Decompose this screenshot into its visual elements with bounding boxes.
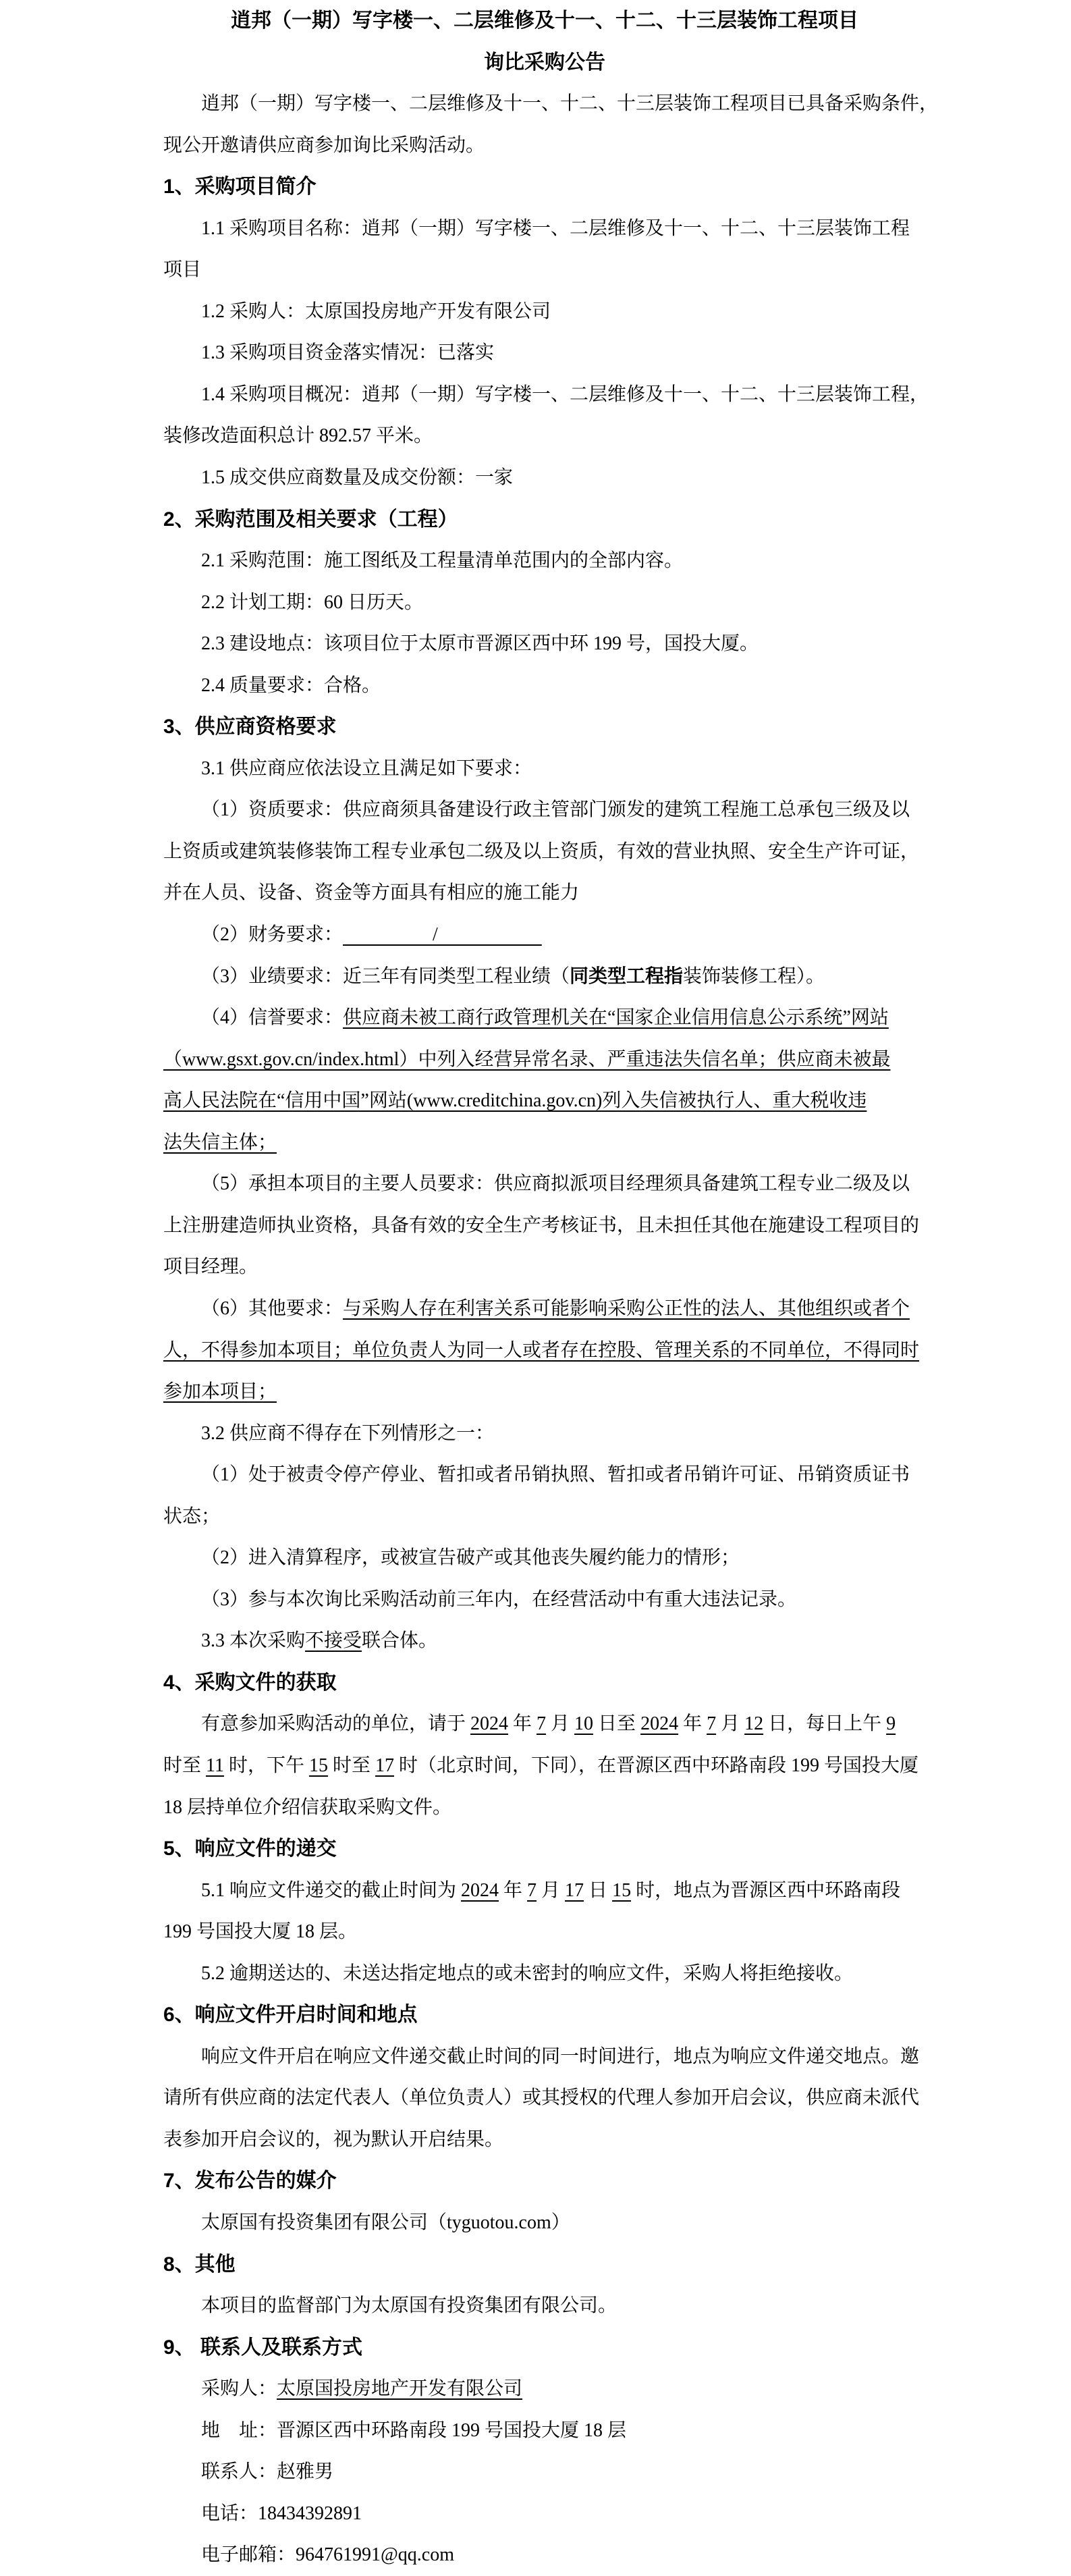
- doc-text-seg: 199 号国投大厦 18 层。: [163, 1921, 358, 1943]
- doc-text-line: [163, 1039, 926, 1081]
- doc-text-line: [163, 789, 926, 831]
- doc-heading-line: [163, 1828, 926, 1870]
- doc-text-line: [163, 623, 926, 665]
- doc-text-seg: （2）财务要求：: [201, 924, 344, 946]
- doc-text-seg: 联合体。: [362, 1630, 438, 1652]
- doc-text-seg: （5）承担本项目的主要人员要求：供应商拟派项目经理须具备建筑工程专业二级及以: [201, 1173, 910, 1195]
- doc-text-seg: 供应商未被工商行政管理机关在“国家企业信用信息公示系统”网站: [343, 1007, 889, 1029]
- doc-text-seg: 月: [546, 1713, 575, 1735]
- doc-text-seg: 11: [206, 1754, 224, 1776]
- doc-text-seg: 年: [678, 1713, 707, 1735]
- doc-text-line: [163, 2285, 926, 2327]
- doc-title-line: [163, 42, 926, 84]
- doc-text-line: [163, 1870, 926, 1912]
- doc-text-line: [163, 1579, 926, 1621]
- doc-text-seg: 1.2 采购人：太原国投房地产开发有限公司: [201, 300, 551, 322]
- doc-text-seg: 15: [612, 1879, 632, 1901]
- doc-text-line: [163, 1620, 926, 1662]
- doc-text-seg: 9: [886, 1713, 896, 1735]
- doc-text-line: [163, 1703, 926, 1745]
- doc-text-seg: 5、响应文件的递交: [163, 1837, 337, 1860]
- doc-text-seg: 本项目的监督部门为太原国有投资集团有限公司。: [201, 2295, 617, 2317]
- doc-text-line: [163, 2119, 926, 2161]
- doc-text-line: [163, 582, 926, 624]
- doc-text-line: [163, 1413, 926, 1455]
- doc-text-seg: 2024: [640, 1713, 679, 1735]
- doc-text-seg: 不接受: [305, 1630, 362, 1652]
- doc-text-line: [163, 872, 926, 914]
- doc-text-seg: 3.1 供应商应依法设立且满足如下要求：: [201, 757, 532, 779]
- doc-text-seg: 逍邦（一期）写字楼一、二层维修及十一、十二、十三层装饰工程项目已具备采购条件，: [201, 93, 939, 115]
- doc-text-seg: 参加本项目；: [163, 1381, 277, 1403]
- doc-text-seg: 同类型工程指: [570, 965, 684, 987]
- doc-text-line: [163, 1080, 926, 1122]
- doc-text-seg: 高人民法院在“信用中国”网站(www.creditchina.gov.cn)列入失信被执行人、重大税收违: [163, 1090, 867, 1112]
- doc-text-line: [163, 665, 926, 707]
- doc-text-line: [163, 2493, 926, 2535]
- doc-text-line: [163, 2451, 926, 2493]
- doc-text-seg: 电话：18434392891: [201, 2502, 362, 2524]
- doc-text-seg: 5.2 逾期送达的、未送达指定地点的或未密封的响应文件，采购人将拒绝接收。: [201, 1962, 854, 1984]
- doc-text-seg: （2）进入清算程序，或被宣告破产或其他丧失履约能力的情形；: [201, 1547, 740, 1569]
- doc-text-seg: 响应文件开启在响应文件递交截止时间的同一时间进行，地点为响应文件递交地点。邀: [201, 2045, 920, 2067]
- doc-text-seg: 12: [744, 1713, 764, 1735]
- doc-heading-line: [163, 499, 926, 541]
- doc-text-seg: 状态；: [163, 1505, 221, 1527]
- doc-text-seg: 15: [309, 1754, 328, 1776]
- doc-text-line: [163, 997, 926, 1039]
- doc-text-seg: 2.2 计划工期：60 日历天。: [201, 591, 424, 613]
- doc-text-seg: 17: [375, 1754, 395, 1776]
- doc-text-seg: 时至: [163, 1754, 207, 1776]
- doc-text-seg: （3）参与本次询比采购活动前三年内，在经营活动中有重大违法记录。: [201, 1588, 797, 1610]
- doc-text-seg: 月: [716, 1713, 745, 1735]
- doc-text-seg: 1.1 采购项目名称：逍邦（一期）写字楼一、二层维修及十一、十二、十三层装饰工程: [201, 217, 910, 239]
- doc-text-seg: 6、响应文件开启时间和地点: [163, 2004, 418, 2027]
- doc-text-seg: 2.4 质量要求：合格。: [201, 674, 381, 696]
- doc-text-line: [163, 1454, 926, 1496]
- doc-text-seg: 采购人：: [201, 2378, 277, 2400]
- doc-text-line: [163, 2368, 926, 2410]
- doc-text-seg: 年: [508, 1713, 537, 1735]
- doc-heading-line: [163, 2327, 926, 2369]
- doc-text-line: [163, 2534, 926, 2576]
- doc-title-line: [163, 0, 926, 42]
- doc-text-seg: 4、采购文件的获取: [163, 1671, 337, 1694]
- doc-heading-line: [163, 706, 926, 748]
- doc-text-seg: 联系人：赵雅男: [201, 2461, 334, 2483]
- doc-text-line: [163, 2202, 926, 2244]
- doc-text-seg: 与采购人存在利害关系可能影响采购公正性的法人、其他组织或者个: [343, 1297, 910, 1319]
- doc-text-line: [163, 1537, 926, 1579]
- doc-text-line: [163, 83, 939, 125]
- doc-text-seg: 1.5 成交供应商数量及成交份额：一家: [201, 467, 514, 489]
- doc-text-line: [163, 1288, 926, 1330]
- doc-text-seg: 时（北京时间，下同），在晋源区西中环路南段 199 号国投大厦: [394, 1754, 919, 1776]
- doc-text-line: [163, 1496, 926, 1538]
- doc-text-seg: 2.1 采购范围：施工图纸及工程量清单范围内的全部内容。: [201, 550, 684, 572]
- doc-text-seg: 3、供应商资格要求: [163, 716, 337, 739]
- doc-text-seg: 3.2 供应商不得存在下列情形之一：: [201, 1422, 495, 1444]
- doc-text-line: [163, 2036, 926, 2078]
- doc-text-seg: 并在人员、设备、资金等方面具有相应的施工能力: [163, 882, 580, 904]
- doc-text-seg: （3）业绩要求：近三年有同类型工程业绩（: [201, 965, 570, 987]
- doc-text-seg: 日: [584, 1879, 613, 1901]
- doc-text-line: [163, 1371, 926, 1413]
- doc-text-seg: 日至: [593, 1713, 641, 1735]
- doc-text-seg: 法失信主体；: [163, 1131, 277, 1153]
- doc-text-seg: 2024: [470, 1713, 509, 1735]
- doc-text-line: [163, 914, 926, 956]
- doc-text-seg: 项目: [163, 259, 202, 281]
- doc-text-seg: （6）其他要求：: [201, 1297, 344, 1319]
- doc-text-seg: 太原国有投资集团有限公司（tyguotou.com）: [201, 2211, 570, 2233]
- doc-text-line: [163, 249, 926, 291]
- doc-text-seg: 17: [565, 1879, 584, 1901]
- doc-text-seg: 项目经理。: [163, 1256, 258, 1278]
- doc-text-line: [163, 748, 926, 790]
- doc-text-seg: 现公开邀请供应商参加询比采购活动。: [163, 134, 485, 156]
- doc-text-seg: 太原国投房地产开发有限公司: [277, 2378, 523, 2400]
- doc-text-line: [163, 540, 926, 582]
- doc-text-line: [163, 1953, 926, 1995]
- doc-text-seg: 逍邦（一期）写字楼一、二层维修及十一、十二、十三层装饰工程项目: [231, 9, 858, 32]
- doc-text-seg: 2、采购范围及相关要求（工程）: [163, 508, 458, 531]
- doc-text-seg: 10: [574, 1713, 594, 1735]
- doc-heading-line: [163, 1662, 926, 1704]
- doc-text-line: [163, 1163, 926, 1205]
- doc-text-seg: （1）处于被责令停产停业、暂扣或者吊销执照、暂扣或者吊销许可证、吊销资质证书: [201, 1464, 910, 1486]
- doc-text-seg: 日，每日上午: [763, 1713, 887, 1735]
- doc-text-line: [163, 415, 926, 457]
- doc-text-seg: 2.3 建设地点：该项目位于太原市晋源区西中环 199 号，国投大厦。: [201, 633, 759, 655]
- doc-text-seg: 装修改造面积总计 892.57 平米。: [163, 425, 433, 447]
- doc-text-line: [163, 125, 926, 167]
- doc-text-seg: 7、发布公告的媒介: [163, 2170, 337, 2193]
- doc-text-seg: （www.gsxt.gov.cn/index.html）中列入经营异常名录、严重违法失信名单；供应商未被最: [163, 1048, 891, 1070]
- doc-text-seg: 2024: [461, 1879, 499, 1901]
- doc-text-seg: 时，下午: [223, 1754, 309, 1776]
- doc-text-seg: 3.3 本次采购: [201, 1630, 306, 1652]
- doc-text-seg: 询比采购公告: [484, 51, 605, 74]
- doc-text-seg: 装饰装修工程）。: [683, 965, 825, 987]
- doc-text-line: [163, 1745, 926, 1787]
- doc-text-seg: 上注册建造师执业资格，具备有效的安全生产考核证书，且未担任其他在施建设工程项目的: [163, 1214, 920, 1236]
- doc-text-seg: 1、采购项目简介: [163, 176, 317, 198]
- doc-text-seg: 1.4 采购项目概况：逍邦（一期）写字楼一、二层维修及十一、十二、十三层装饰工程，: [201, 383, 929, 405]
- doc-text-seg: （1）资质要求：供应商须具备建设行政主管部门颁发的建筑工程施工总承包三级及以: [201, 799, 910, 821]
- doc-heading-line: [163, 1994, 926, 2036]
- doc-text-line: [163, 1122, 926, 1164]
- doc-text-seg: 18 层持单位介绍信获取采购文件。: [163, 1796, 452, 1818]
- doc-text-seg: 人，不得参加本项目；单位负责人为同一人或者存在控股、管理关系的不同单位，不得同时: [163, 1339, 920, 1361]
- doc-text-line: [163, 831, 926, 873]
- doc-text-seg: 9、 联系人及联系方式: [163, 2336, 363, 2359]
- doc-heading-line: [163, 166, 926, 208]
- doc-text-seg: 请所有供应商的法定代表人（单位负责人）或其授权的代理人参加开启会议，供应商未派代: [163, 2087, 920, 2109]
- doc-text-seg: 时，地点为晋源区西中环路南段: [631, 1879, 901, 1901]
- doc-text-seg: 月: [537, 1879, 566, 1901]
- doc-text-line: [163, 332, 926, 374]
- doc-text-seg: 7: [527, 1879, 537, 1901]
- doc-text-seg: 1.3 采购项目资金落实情况：已落实: [201, 342, 495, 364]
- doc-text-line: [163, 956, 926, 998]
- doc-text-line: [163, 374, 929, 416]
- doc-text-line: [163, 1787, 926, 1829]
- doc-text-seg: 7: [707, 1713, 717, 1735]
- doc-text-seg: 电子邮箱：964761991@qq.com: [201, 2544, 454, 2566]
- doc-text-line: [163, 208, 926, 250]
- doc-text-seg: /: [343, 924, 542, 946]
- doc-heading-line: [163, 2244, 926, 2286]
- doc-text-seg: 年: [499, 1879, 528, 1901]
- doc-text-seg: 8、其他: [163, 2253, 236, 2276]
- doc-text-seg: 5.1 响应文件递交的截止时间为: [201, 1879, 462, 1901]
- doc-text-line: [163, 1911, 926, 1953]
- doc-text-line: [163, 1330, 926, 1372]
- doc-text-line: [163, 1246, 926, 1288]
- doc-heading-line: [163, 2160, 926, 2202]
- doc-text-line: [163, 291, 926, 333]
- doc-text-seg: 上资质或建筑装修装饰工程专业承包二级及以上资质，有效的营业执照、安全生产许可证，: [163, 840, 920, 862]
- doc-text-seg: 7: [537, 1713, 547, 1735]
- doc-text-seg: 时至: [328, 1754, 376, 1776]
- doc-text-seg: （4）信誉要求：: [201, 1007, 344, 1029]
- doc-text-line: [163, 2077, 926, 2119]
- doc-text-seg: 有意参加采购活动的单位，请于: [201, 1713, 471, 1735]
- doc-text-seg: 表参加开启会议的，视为默认开启结果。: [163, 2128, 504, 2150]
- doc-text-line: [163, 2410, 926, 2452]
- doc-text-line: [163, 457, 926, 499]
- doc-text-seg: 地 址：晋源区西中环路南段 199 号国投大厦 18 层: [201, 2419, 627, 2441]
- doc-text-line: [163, 1205, 926, 1247]
